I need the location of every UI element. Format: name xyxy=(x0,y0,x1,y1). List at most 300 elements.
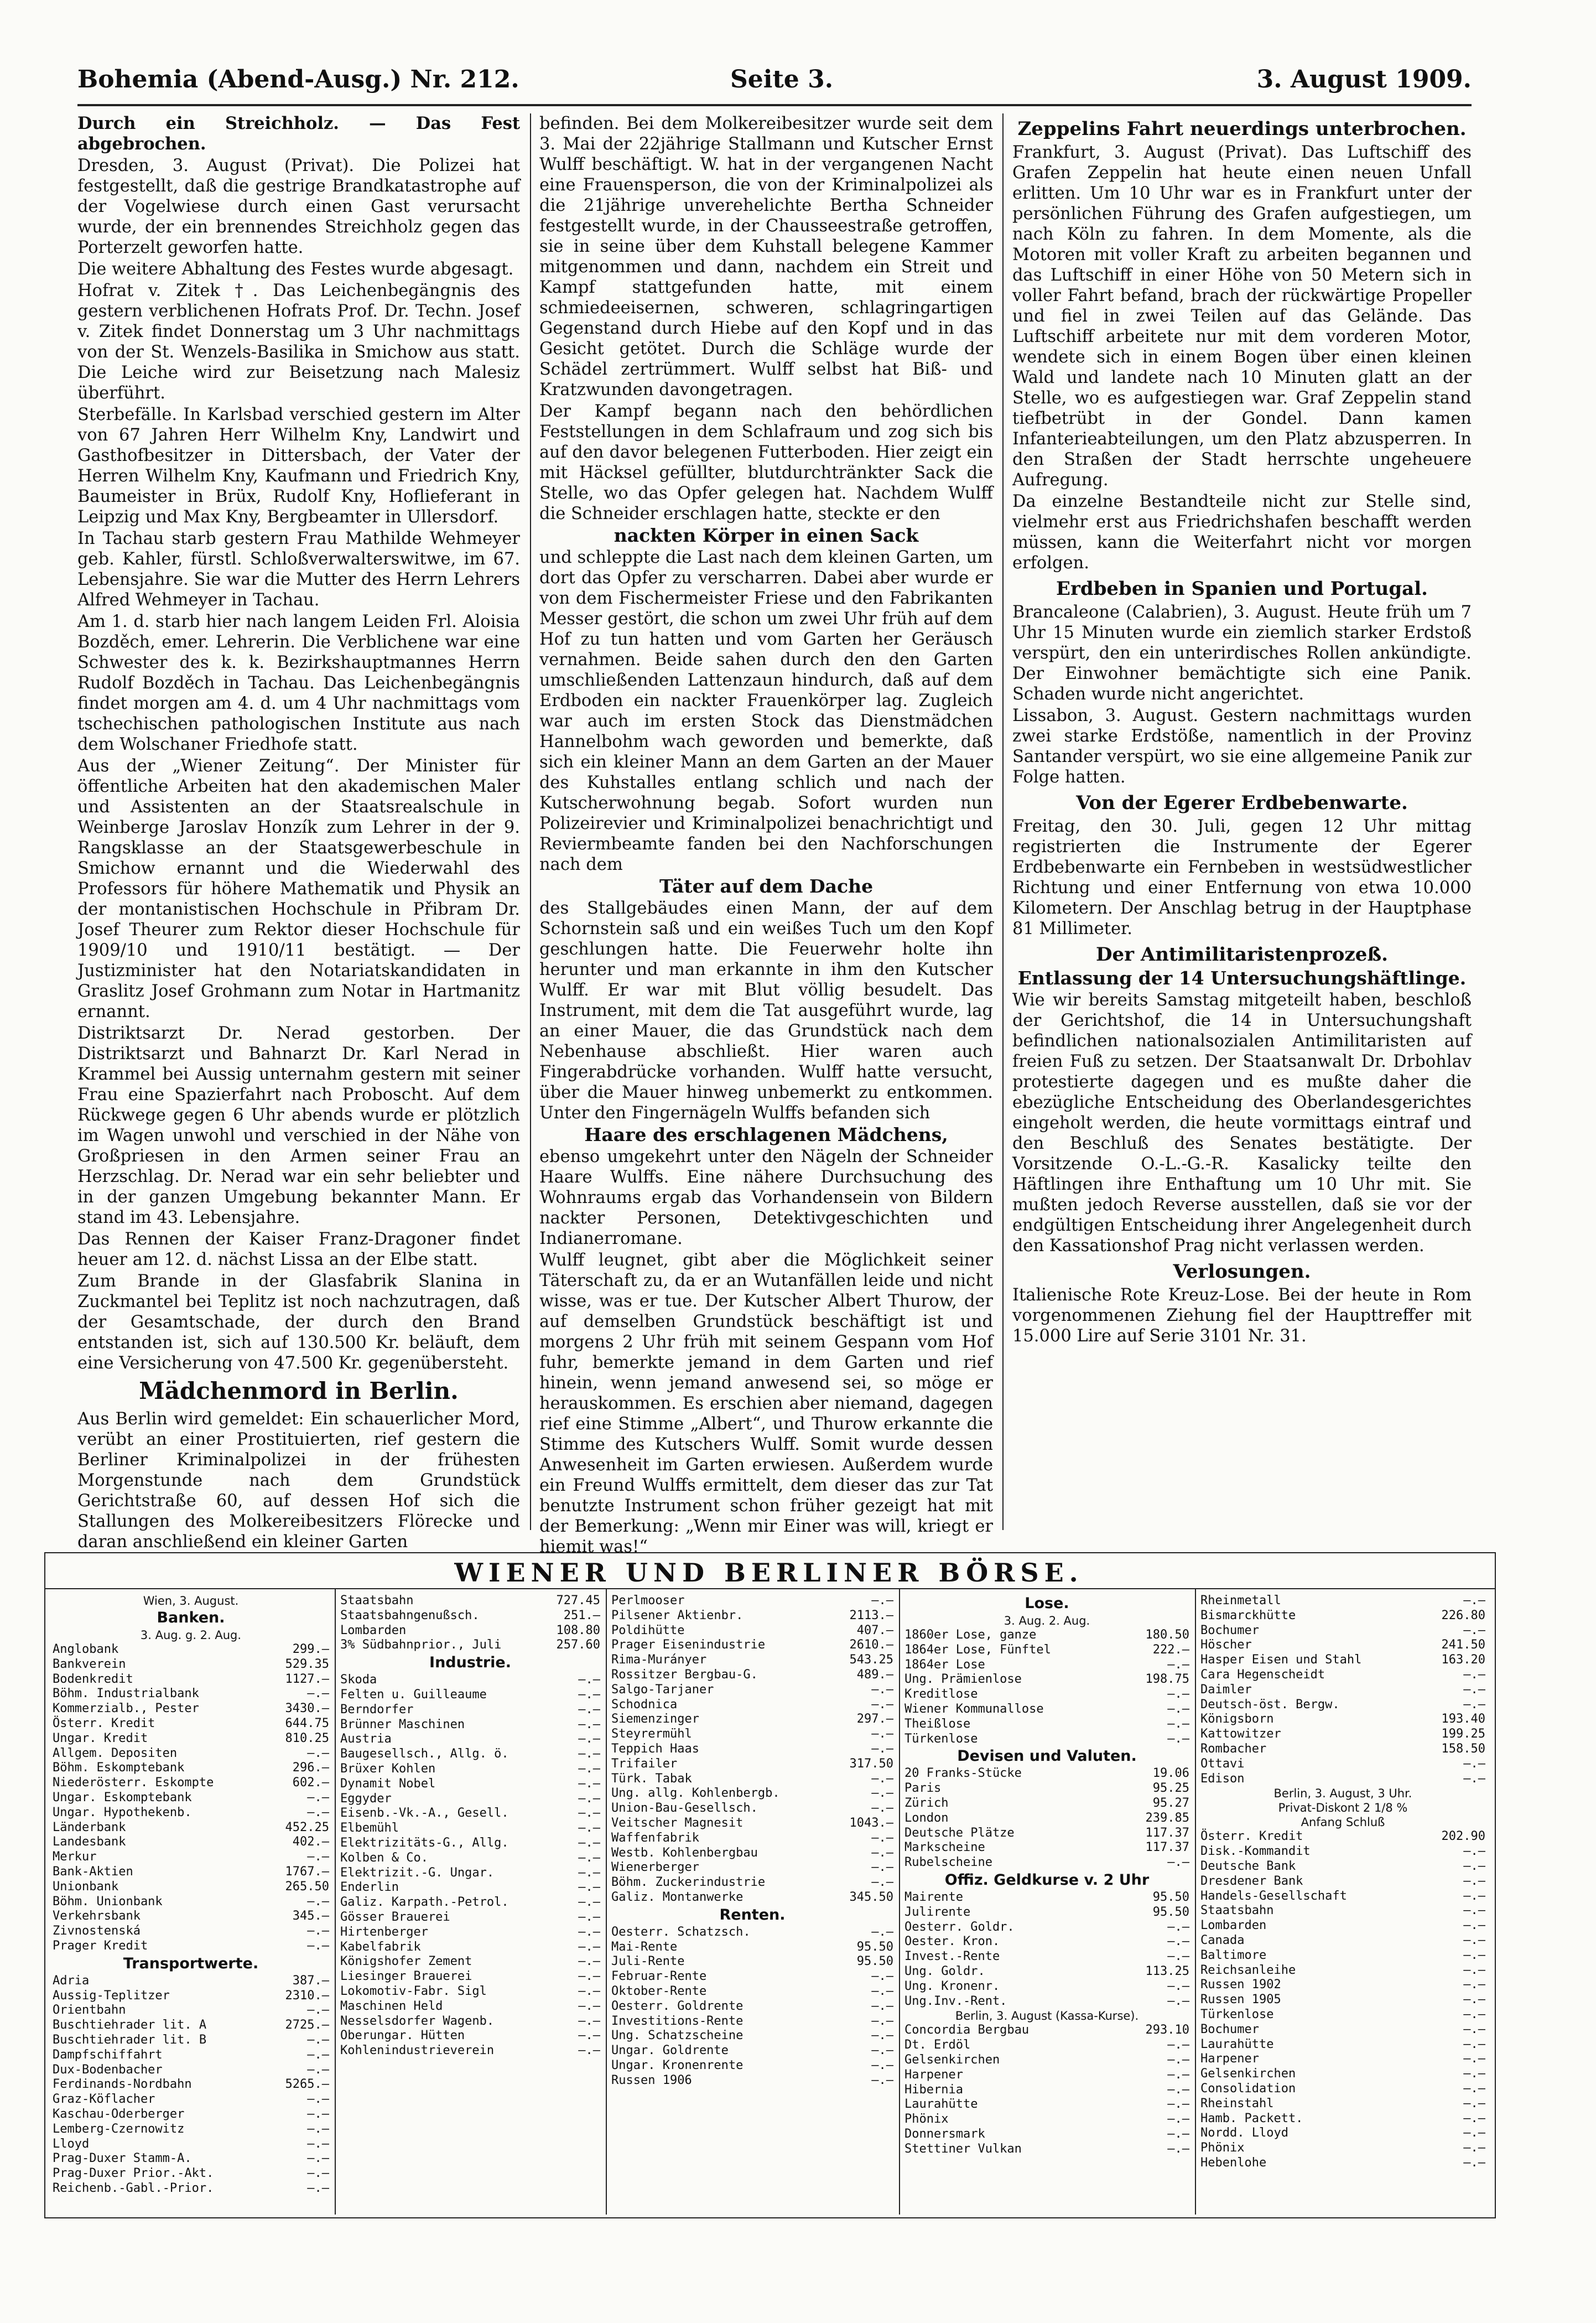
quote-row xyxy=(53,1687,329,1702)
quote-value: —.— xyxy=(578,1954,600,1969)
quote-row xyxy=(340,1984,600,1999)
quote-value: —.— xyxy=(578,1717,600,1731)
quote-row xyxy=(1200,1624,1485,1638)
quote-row xyxy=(1200,1918,1485,1933)
quote-value: 317.50 xyxy=(849,1756,893,1771)
paragraph: ebenso umgekehrt unter den Nägeln der Schneider Haare Wulffs. Eine nähere Durchsuchung des Wohnraums ergab das Vorhandensein von Bildern nackter Personen, Detektivgeschichten und Indianerromane. xyxy=(539,1147,993,1248)
quote-value: —.— xyxy=(1167,2038,1189,2052)
quote-value: 407.— xyxy=(856,1623,893,1637)
quote-name: Kreditlose xyxy=(904,1687,978,1702)
quote-name: Gelsenkirchen xyxy=(1200,2067,1296,2081)
quote-value: —.— xyxy=(871,1875,893,1890)
quote-value: —.— xyxy=(871,1741,893,1756)
quote-name: Canada xyxy=(1200,1933,1245,1947)
quote-name: Wiener Kommunallose xyxy=(904,1702,1044,1716)
quote-row xyxy=(904,1920,1189,1935)
quote-value: 1127.— xyxy=(285,1672,329,1686)
quote-name: Ung. Kronenr. xyxy=(904,1979,1000,1993)
quote-row xyxy=(53,1731,329,1746)
quote-value: 251.— xyxy=(563,1608,600,1622)
quote-name: Dresdener Bank xyxy=(1200,1874,1303,1888)
quote-value: —.— xyxy=(1167,2112,1189,2127)
quote-value: —.— xyxy=(871,1969,893,1984)
quote-name: Stettiner Vulkan xyxy=(904,2141,1022,2156)
quote-list xyxy=(904,2023,1189,2156)
quote-row xyxy=(340,1836,600,1851)
quote-row xyxy=(904,1964,1189,1979)
quote-row xyxy=(340,1880,600,1895)
quote-row xyxy=(340,1806,600,1821)
quote-value: 5265.— xyxy=(285,2077,329,2092)
headline-maedchenmord: Mädchenmord in Berlin. xyxy=(139,1377,459,1404)
quote-row xyxy=(904,1658,1189,1673)
quote-name: Hebenlohe xyxy=(1200,2155,1267,2170)
quote-value: 1043.— xyxy=(849,1816,893,1830)
quote-value: —.— xyxy=(1463,1889,1485,1903)
quote-value: —.— xyxy=(578,2044,600,2058)
quote-value: 158.50 xyxy=(1441,1741,1485,1756)
quote-value: 95.50 xyxy=(1152,1890,1189,1904)
quote-row xyxy=(1200,1993,1485,2008)
quote-row xyxy=(611,2014,893,2029)
quote-value: —.— xyxy=(307,2166,329,2181)
quote-row xyxy=(1200,1742,1485,1757)
quote-list xyxy=(1200,1829,1485,2170)
quote-row xyxy=(611,1831,893,1846)
quote-row xyxy=(611,1801,893,1816)
quote-value: —.— xyxy=(578,1940,600,1954)
quote-name: Harpener xyxy=(1200,2052,1259,2066)
quote-row xyxy=(904,1826,1189,1841)
quote-row xyxy=(340,1777,600,1792)
boerse-column-renten xyxy=(611,1594,893,2211)
quote-name: Ung.Inv.-Rent. xyxy=(904,1994,1007,2008)
quote-value: 198.75 xyxy=(1145,1672,1189,1687)
quote-value: 299.— xyxy=(292,1642,329,1656)
paragraph-glasfabrik: Zum Brande in der Glasfabrik Slanina in Zuckmantel bei Teplitz ist noch nachzutragen, daß der Gesamtschade, der durch den Brand entstanden ist, sich auf 130.500 Kr. beläuft, dem eine Versicherung von 47.500 Kr. gegenübersteht. xyxy=(77,1272,520,1373)
quote-value: —.— xyxy=(871,1860,893,1875)
quote-value: —.— xyxy=(307,2003,329,2018)
quote-name: Reichenb.-Gabl.-Prior. xyxy=(53,2181,214,2195)
quote-value: 489.— xyxy=(856,1667,893,1682)
section-title: Transportwerte. xyxy=(123,1954,259,1972)
quote-name: Ungar. Goldrente xyxy=(611,2044,729,2058)
section-title: Berlin, 3. August (Kassa-Kurse). xyxy=(955,2009,1139,2023)
quote-name: Nordd. Lloyd xyxy=(1200,2126,1288,2140)
quote-row xyxy=(904,2023,1189,2038)
quote-name: 3% Südbahnprior., Juli xyxy=(340,1638,502,1652)
quote-value: —.— xyxy=(307,1687,329,1701)
quote-value: 452.25 xyxy=(285,1820,329,1834)
quote-name: Felten u. Guilleaume xyxy=(340,1687,487,1702)
quote-name: Rheinmetall xyxy=(1200,1594,1281,1608)
quote-row xyxy=(1200,2126,1485,2141)
quote-name: Zürich xyxy=(904,1796,949,1810)
subheading: nackten Körper in einen Sack xyxy=(614,525,919,546)
quote-value: —.— xyxy=(871,1801,893,1816)
quote-value: —.— xyxy=(1167,1855,1189,1870)
quote-row xyxy=(904,2127,1189,2142)
quote-name: Ung. Goldr. xyxy=(904,1964,985,1978)
quote-row xyxy=(611,2073,893,2088)
quote-name: Buschtiehrader lit. A xyxy=(53,2018,207,2032)
quote-name: Österr. Kredit xyxy=(53,1716,155,1730)
quote-row xyxy=(53,1672,329,1687)
quote-value: —.— xyxy=(1167,1687,1189,1702)
quote-name: Eggyder xyxy=(340,1791,392,1806)
quote-row xyxy=(53,2092,329,2107)
quote-name: Buschtiehrader lit. B xyxy=(53,2032,207,2047)
quote-value: —.— xyxy=(1463,1948,1485,1962)
quote-value: —.— xyxy=(1463,1756,1485,1771)
quote-name: Veitscher Magnesit xyxy=(611,1816,744,1830)
quote-name: Markscheine xyxy=(904,1840,985,1855)
quote-row xyxy=(1200,1638,1485,1653)
quote-name: Baugesellsch., Allg. ö. xyxy=(340,1747,509,1761)
column-rule xyxy=(606,1589,607,2215)
quote-value: —.— xyxy=(1463,1623,1485,1637)
quote-value: —.— xyxy=(1167,1994,1189,2008)
quote-row xyxy=(340,2014,600,2029)
quote-row xyxy=(53,1791,329,1806)
quote-value: 345.— xyxy=(292,1909,329,1923)
quote-row xyxy=(611,1668,893,1683)
quote-row xyxy=(611,1940,893,1955)
paragraph: In Tachau starb gestern Frau Mathilde Wehmeyer geb. Kahler, fürstl. Schloßverwalterswitwe, im 67. Lebensjahre. Sie war die Mutter des Herrn Lehrers Alfred Wehmeyer in Tachau. xyxy=(77,529,520,610)
quote-row xyxy=(340,1821,600,1836)
quote-row xyxy=(53,1939,329,1954)
quote-row xyxy=(53,1717,329,1731)
quote-name: Galiz. Karpath.-Petrol. xyxy=(340,1895,509,1910)
quote-value: —.— xyxy=(578,1791,600,1806)
quote-name: 1860er Lose, ganze xyxy=(904,1628,1037,1642)
quote-row xyxy=(340,2044,600,2058)
quote-name: Lombarden xyxy=(1200,1918,1267,1933)
quote-name: Kommerzialb., Pester xyxy=(53,1702,199,1716)
quote-value: —.— xyxy=(1167,1657,1189,1672)
quote-name: Schodnica xyxy=(611,1697,678,1712)
quote-name: Russen 1902 xyxy=(1200,1978,1281,1992)
quote-row xyxy=(1200,1874,1485,1889)
quote-value: 345.50 xyxy=(849,1890,893,1904)
quote-value: —.— xyxy=(307,1924,329,1938)
quote-name: Unionbank xyxy=(53,1879,119,1894)
quote-row xyxy=(1200,1859,1485,1874)
quote-name: Theißlose xyxy=(904,1717,971,1731)
headline-antimilitaristen: Der Antimilitaristenprozeß. xyxy=(1095,943,1389,966)
quote-value: —.— xyxy=(1167,2052,1189,2067)
quote-name: Böhm. Unionbank xyxy=(53,1894,163,1909)
quote-name: Dux-Bodenbacher xyxy=(53,2062,163,2077)
quote-value: —.— xyxy=(1463,1667,1485,1682)
quote-row xyxy=(1200,1594,1485,1609)
quote-row xyxy=(340,1638,600,1653)
quote-list xyxy=(904,1628,1189,1746)
quote-value: —.— xyxy=(1167,1935,1189,1949)
quote-row xyxy=(904,1732,1189,1747)
section-title: Offiz. Geldkurse v. 2 Uhr xyxy=(944,1871,1150,1889)
quote-value: —.— xyxy=(1463,2037,1485,2051)
quote-name: Elektrizitäts-G., Allg. xyxy=(340,1835,509,1850)
headline-erdbebenwarte: Von der Egerer Erdbebenwarte. xyxy=(1076,792,1408,814)
quote-value: —.— xyxy=(1463,2141,1485,2155)
quote-value: —.— xyxy=(578,1747,600,1761)
quote-value: 602.— xyxy=(292,1776,329,1790)
quote-name: Disk.-Kommandit xyxy=(1200,1844,1311,1859)
quote-value: 296.— xyxy=(292,1761,329,1775)
quote-row xyxy=(53,1806,329,1821)
quote-name: Trifailer xyxy=(611,1756,678,1771)
quote-name: Österr. Kredit xyxy=(1200,1829,1303,1844)
quote-name: Galiz. Montanwerke xyxy=(611,1890,744,1904)
quote-value: —.— xyxy=(307,2032,329,2047)
quote-row xyxy=(1200,1772,1485,1787)
quote-row xyxy=(1200,2023,1485,2037)
quote-value: —.— xyxy=(1463,2007,1485,2021)
section-title: Berlin, 3. August, 3 Uhr. xyxy=(1273,1787,1412,1801)
quote-name: Siemenzinger xyxy=(611,1712,699,1726)
quote-row xyxy=(53,1746,329,1761)
quote-row xyxy=(53,1702,329,1717)
quote-name: Donnersmark xyxy=(904,2127,985,2141)
quote-row xyxy=(1200,2008,1485,2023)
quote-row xyxy=(1200,1698,1485,1713)
quote-value: —.— xyxy=(578,1880,600,1895)
article-column-3 xyxy=(1012,113,1472,1530)
quote-row xyxy=(904,1628,1189,1643)
quote-list xyxy=(904,1766,1189,1870)
quote-name: Handels-Gesellschaft xyxy=(1200,1889,1347,1903)
quote-row xyxy=(904,2142,1189,2157)
paragraph: Die weitere Abhaltung des Festes wurde abgesagt. xyxy=(77,260,514,279)
quote-value: 202.90 xyxy=(1441,1829,1485,1844)
quote-name: Gelsenkirchen xyxy=(904,2052,1000,2067)
quote-name: Salgo-Tarjaner xyxy=(611,1682,714,1697)
quote-name: Königshofer Zement xyxy=(340,1954,472,1969)
quote-name: Bochumer xyxy=(1200,1623,1259,1637)
quote-row xyxy=(904,1840,1189,1855)
quote-value: —.— xyxy=(1463,1771,1485,1786)
quote-value: 95.50 xyxy=(856,1954,893,1969)
quote-name: Adria xyxy=(53,1973,90,1988)
quote-value: 402.— xyxy=(292,1835,329,1849)
quote-row xyxy=(611,1875,893,1890)
paragraph: Freitag, den 30. Juli, gegen 12 Uhr mittag registrierten die Instrumente der Egerer Erdbebenwarte ein Fernbeben in westsüdwestlicher Richtung und einer Entfernung von etwa 10.000 Kilometern. Der Anschlag betrug in der Hauptphase 81 Millimeter. xyxy=(1012,817,1472,938)
paragraph: Aus Berlin wird gemeldet: Ein schauerlicher Mord, verübt an einer Prostituierten, rief gestern die Berliner Kriminalpolizei in der frühesten Morgenstunde nach dem Grundstück Gerichtstraße 60, auf dessen Hof sich die Stallungen des Molkereibesitzers Flörecke und daran anschließend ein kleiner Garten xyxy=(77,1409,520,1552)
quote-name: Böhm. Eskomptebank xyxy=(53,1761,185,1775)
quote-name: 1864er Lose xyxy=(904,1657,985,1672)
quote-row xyxy=(1200,2082,1485,2097)
quote-row xyxy=(340,1999,600,2014)
quote-name: Rossitzer Bergbau-G. xyxy=(611,1667,758,1682)
quote-row xyxy=(904,1890,1189,1905)
quote-value: —.— xyxy=(1463,1697,1485,1712)
quote-value: —.— xyxy=(578,1865,600,1880)
quote-row xyxy=(1200,2141,1485,2156)
quote-name: Prager Kredit xyxy=(53,1938,148,1953)
quote-row xyxy=(1200,2097,1485,2112)
quote-row xyxy=(904,1811,1189,1826)
quote-row xyxy=(1200,1683,1485,1698)
quote-name: Austria xyxy=(340,1732,392,1746)
quote-name: Ungar. Kredit xyxy=(53,1731,148,1745)
quote-value: —.— xyxy=(307,1894,329,1909)
quote-name: 20 Franks-Stücke xyxy=(904,1766,1022,1781)
quote-value: 95.50 xyxy=(1152,1905,1189,1919)
quote-value: —.— xyxy=(1463,1844,1485,1859)
quote-value: 180.50 xyxy=(1145,1628,1189,1642)
quote-name: Kattowitzer xyxy=(1200,1727,1281,1741)
quote-name: Oktober-Rente xyxy=(611,1984,707,1998)
quote-list xyxy=(53,1974,329,2196)
quote-value: 193.40 xyxy=(1441,1712,1485,1726)
section-title: Devisen und Valuten. xyxy=(957,1748,1137,1765)
quote-row xyxy=(904,2083,1189,2098)
quote-value: —.— xyxy=(871,2058,893,2072)
quote-row xyxy=(1200,1757,1485,1772)
headline-verlosungen: Verlosungen. xyxy=(1173,1261,1311,1283)
quote-row xyxy=(904,2097,1189,2112)
quote-name: Pilsener Aktienbr. xyxy=(611,1608,744,1622)
quote-row xyxy=(611,1727,893,1742)
quote-row xyxy=(340,1718,600,1733)
quote-name: Merkur xyxy=(53,1850,97,1864)
quote-row xyxy=(53,2151,329,2166)
quote-row xyxy=(1200,1963,1485,1978)
quote-name: Staatsbahn xyxy=(340,1594,414,1608)
quote-name: Böhm. Industrialbank xyxy=(53,1687,199,1701)
quote-name: Phönix xyxy=(904,2112,949,2127)
quote-value: —.— xyxy=(1463,1682,1485,1697)
page-header xyxy=(77,65,1472,104)
quote-name: Ung. allg. Kohlenbergb. xyxy=(611,1786,780,1801)
quote-list xyxy=(340,1673,600,2058)
paragraph-nerad: Distriktsarzt Dr. Nerad gestorben. Der Distriktsarzt und Bahnarzt Dr. Karl Nerad in Krammel bei Aussig unternahm gestern mit seiner Frau eine Spazierfahrt nach Proboscht. Auf dem Rückwege gegen 6 Uhr abends wurde er plötzlich im Wagen unwohl und verschied in der Nähe von Großpriesen in den Armen seiner Frau an Herzschlag. Dr. Nerad war ein sehr beliebter und in der ganzen Umgebung bekannter Mann. Er stand im 43. Lebensjahre. xyxy=(77,1024,520,1227)
column-rule xyxy=(899,1589,900,2215)
boerse-date: Wien, 3. August. xyxy=(143,1594,239,1608)
quote-row xyxy=(53,1895,329,1910)
quote-row xyxy=(904,2068,1189,2083)
quote-name: Kohlenindustrieverein xyxy=(340,2044,495,2058)
quote-name: Invest.-Rente xyxy=(904,1949,1000,1964)
quote-row xyxy=(904,1687,1189,1702)
quote-value: —.— xyxy=(1463,2096,1485,2111)
quote-value: —.— xyxy=(1167,1979,1189,1993)
quote-name: Lombarden xyxy=(340,1623,407,1637)
quote-name: Prager Eisenindustrie xyxy=(611,1638,766,1652)
quote-row xyxy=(904,1796,1189,1811)
quote-name: Russen 1905 xyxy=(1200,1993,1281,2007)
quote-name: Rima-Murányer xyxy=(611,1653,707,1667)
quote-name: Oberungar. Hütten xyxy=(340,2029,465,2043)
quote-row xyxy=(53,1776,329,1791)
quote-name: Bochumer xyxy=(1200,2022,1259,2036)
paragraph: Da einzelne Bestandteile nicht zur Stelle sind, vielmehr erst aus Friedrichshafen beschafft werden müssen, kann die Weiterfahrt nicht vor morgen erfolgen. xyxy=(1012,492,1472,573)
quote-value: —.— xyxy=(871,1594,893,1608)
quote-name: Ungar. Kronenrente xyxy=(611,2058,744,2072)
quote-value: —.— xyxy=(307,1746,329,1760)
quote-name: Ung. Prämienlose xyxy=(904,1672,1022,1687)
quote-name: Lokomotiv-Fabr. Sigl xyxy=(340,1984,487,1998)
quote-value: 117.37 xyxy=(1145,1840,1189,1855)
quote-list xyxy=(611,1594,893,1905)
quote-row xyxy=(1200,2052,1485,2067)
quote-value: —.— xyxy=(871,1925,893,1939)
quote-name: Verkehrsbank xyxy=(53,1909,141,1923)
quote-name: Brünner Maschinen xyxy=(340,1717,465,1731)
quote-value: —.— xyxy=(871,1771,893,1786)
quote-name: Reichsanleihe xyxy=(1200,1963,1296,1977)
quote-value: —.— xyxy=(871,1845,893,1860)
quote-value: 117.37 xyxy=(1145,1826,1189,1840)
quote-name: Paris xyxy=(904,1781,942,1796)
section-title: Banken. xyxy=(157,1609,225,1626)
quote-name: Gösser Brauerei xyxy=(340,1910,450,1924)
paragraph: Lissabon, 3. August. Gestern nachmittags wurden zwei starke Erdstöße, namentlich in der Provinz Santander verspürt, wo sie eine allgemeine Panik zur Folge hatten. xyxy=(1012,706,1472,787)
quote-value: —.— xyxy=(1463,1859,1485,1873)
quote-value: —.— xyxy=(578,1732,600,1746)
quote-row xyxy=(611,1969,893,1984)
quote-name: Harpener xyxy=(904,2067,963,2082)
paragraph: Dresden, 3. August (Privat). Die Polizei hat festgestellt, daß die gestrige Brandkatastrophe auf der Vogelwiese durch einen Gast verursacht wurde, der ein brennendes Streichholz gegen das Porterzelt geworfen hatte. xyxy=(77,156,520,257)
quote-name: Nesselsdorfer Wagenb. xyxy=(340,2014,495,2028)
quote-row xyxy=(340,1910,600,1925)
paragraph: Wulff leugnet, gibt aber die Möglichkeit seiner Täterschaft zu, da er an Wutanfällen leide und nicht wisse, was er tue. Der Kutscher Albert Thurow, der auf demselben Grundstück beschäftigt ist und morgens 2 Uhr früh mit seinem Gespann vom Hof fuhr, bemerkte jemand in dem Garten und rief hinein, wenn jemand anwesend sei, so möge er herauskommen. Es erschien aber niemand, dagegen rief eine Stimme „Albert“, und Thurow erkannte die Stimme des Kutschers Wulff. Somit wurde dessen Anwesenheit im Garten erwiesen. Außerdem wurde ein Freund Wulffs ermittelt, dem dieser das zur Tat benutzte Instrument schon früher gezeigt hat mit der Bemerkung: „Wenn mir Einer was will, kriegt er hiemit was!“ xyxy=(539,1251,993,1557)
article-column-2 xyxy=(539,113,993,1557)
quote-value: 543.25 xyxy=(849,1653,893,1667)
quote-row xyxy=(611,1860,893,1875)
quote-value: —.— xyxy=(1463,2081,1485,2096)
quote-name: Elbemühl xyxy=(340,1821,399,1835)
quote-name: Liesinger Brauerei xyxy=(340,1969,472,1984)
quote-row xyxy=(53,2107,329,2122)
quote-value: 95.25 xyxy=(1152,1781,1189,1796)
quote-value: —.— xyxy=(578,1925,600,1939)
quote-name: Dampfschiffahrt xyxy=(53,2047,163,2062)
quote-row xyxy=(53,2181,329,2196)
quote-row xyxy=(53,2122,329,2137)
quote-row xyxy=(1200,1727,1485,1742)
quote-value: —.— xyxy=(578,2029,600,2043)
column-dates: 3. Aug. 2. Aug. xyxy=(1004,1614,1090,1627)
quote-row xyxy=(53,2166,329,2181)
column-rule xyxy=(530,113,531,1530)
quote-name: Länderbank xyxy=(53,1820,126,1834)
quote-row xyxy=(611,2058,893,2073)
quote-name: Rombacher xyxy=(1200,1741,1267,1756)
quote-row xyxy=(53,1657,329,1672)
quote-row xyxy=(1200,1933,1485,1948)
quote-row xyxy=(340,1747,600,1762)
masthead-issue: Bohemia (Abend-Ausg.) Nr. 212. xyxy=(77,65,519,94)
quote-row xyxy=(340,1940,600,1955)
quote-value: —.— xyxy=(1463,1933,1485,1947)
quote-row xyxy=(611,1638,893,1653)
quote-name: Höscher xyxy=(1200,1638,1252,1652)
paragraph-wiener-zeitung: Aus der „Wiener Zeitung“. Der Minister für öffentliche Arbeiten hat den akademischen Maler und Assistenten an der Staatsrealschule in Weinberge Jaroslav Honzík zum Lehrer in der 9. Rangsklasse an der Staatsgewerbeschule in Smichow ernannt und die Wiederwahl des Professors für höhere Mathematik und Physik an der montanistischen Hochschule in Přibram Dr. Josef Theurer zum Rektor dieser Hochschule für 1909/10 und 1910/11 bestätigt. — Der Justizminister hat den Notariatskandidaten in Graslitz Josef Grohmann zum Notar in Hartmanitz ernannt. xyxy=(77,756,520,1022)
quote-row xyxy=(611,1890,893,1905)
quote-row xyxy=(611,1846,893,1861)
quote-row xyxy=(53,1924,329,1939)
quote-name: Union-Bau-Gesellsch. xyxy=(611,1801,758,1816)
quote-row xyxy=(904,1781,1189,1796)
quote-value: —.— xyxy=(1463,2067,1485,2081)
quote-name: Consolidation xyxy=(1200,2081,1296,2096)
quote-value: —.— xyxy=(1463,1594,1485,1608)
headline-streichholz: Durch ein Streichholz. — Das Fest abgebrochen. xyxy=(77,113,520,154)
quote-row xyxy=(1200,2112,1485,2127)
quote-name: Perlmooser xyxy=(611,1594,685,1608)
